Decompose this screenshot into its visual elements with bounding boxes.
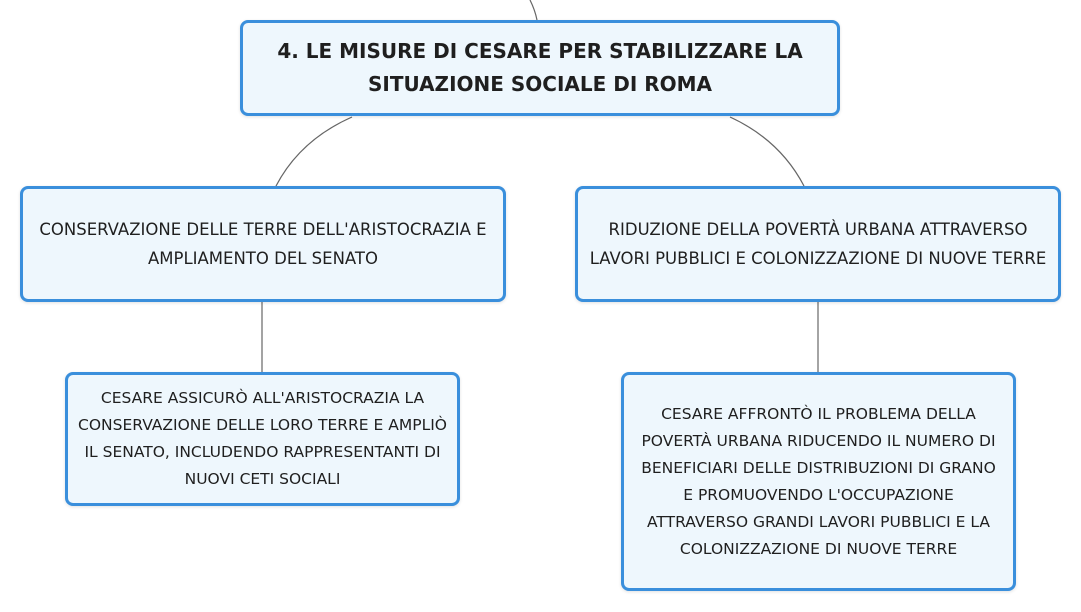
detail-node-aristocracy[interactable]	[65, 372, 460, 506]
branch-node-urban-poverty[interactable]	[575, 186, 1061, 302]
branch-node-urban-poverty-text: RIDUZIONE DELLA POVERTÀ URBANA ATTRAVERSO LAVORI PUBBLICI E COLONIZZAZIONE DI NUOVE TERRE	[589, 220, 1047, 268]
connector-central-to-right-branch	[730, 117, 804, 186]
connector-parent-to-central	[530, 0, 537, 20]
central-topic-node[interactable]	[240, 20, 840, 116]
branch-node-aristocracy-text: CONSERVAZIONE DELLE TERRE DELL'ARISTOCRAZIA E AMPLIAMENTO DEL SENATO	[39, 220, 487, 268]
central-topic-text: 4. LE MISURE DI CESARE PER STABILIZZARE LA SITUAZIONE SOCIALE DI ROMA	[277, 39, 803, 96]
detail-node-urban-poverty-text: CESARE AFFRONTÒ IL PROBLEMA DELLA POVERTÀ URBANA RIDUCENDO IL NUMERO DI BENEFICIARI DELLE DISTRIBUZIONI DI GRANO E PROMUOVENDO L'OCCUPAZIONE ATTRAVERSO GRANDI LAVORI PUBBLICI E LA COLONIZZAZIONE DI NUOVE TERRE	[641, 404, 996, 558]
connector-central-to-left-branch	[276, 117, 352, 186]
detail-node-aristocracy-text: CESARE ASSICURÒ ALL'ARISTOCRAZIA LA CONSERVAZIONE DELLE LORO TERRE E AMPLIÒ IL SENATO, INCLUDENDO RAPPRESENTANTI DI NUOVI CETI SOCIALI	[78, 389, 447, 488]
detail-node-urban-poverty[interactable]	[621, 372, 1016, 591]
branch-node-aristocracy[interactable]	[20, 186, 506, 302]
